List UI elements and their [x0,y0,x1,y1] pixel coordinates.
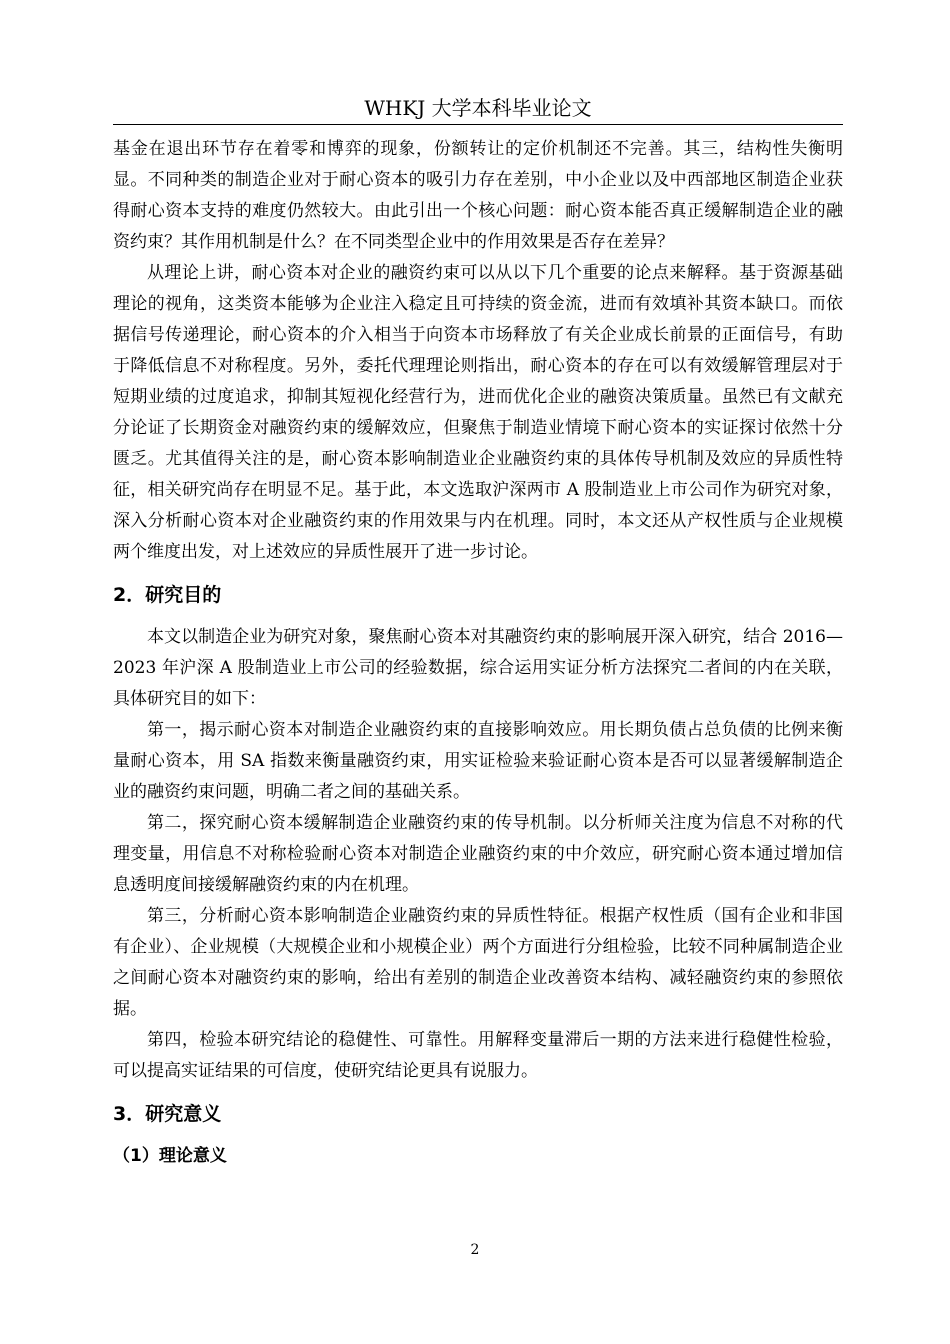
paragraph-purpose-second: 第二，探究耐心资本缓解制造企业融资约束的传导机制。以分析师关注度为信息不对称的代理变量，用信息不对称检验耐心资本对制造企业融资约束的中介效应，研究耐心资本通过增加信息透明度间接缓解融资约束的内在机理。 [113,813,843,895]
paragraph-purpose-third: 第三，分析耐心资本影响制造企业融资约束的异质性特征。根据产权性质（国有企业和非国有企业）、企业规模（大规模企业和小规模企业）两个方面进行分组检验，比较不同种属制造企业之间耐心资本对融资约束的影响，给出有差别的制造企业改善资本结构、减轻融资约束的参照依据。 [113,906,843,1019]
subsection-heading-theoretical-significance: （1）理论意义 [113,1146,227,1166]
page-number: 2 [470,1242,480,1258]
paragraph-theory: 从理论上讲，耐心资本对企业的融资约束可以从以下几个重要的论点来解释。基于资源基础理论的视角，这类资本能够为企业注入稳定且可持续的资金流，进而有效填补其资本缺口。而依据信号传递理论，耐心资本的介入相当于向资本市场释放了有关企业成长前景的正面信号，有助于降低信息不对称程度。另外，委托代理理论则指出，耐心资本的存在可以有效缓解管理层对于短期业绩的过度追求，抑制其短视化经营行为，进而优化企业的融资决策质量。虽然已有文献充分论证了长期资金对融资约束的缓解效应，但聚焦于制造业情境下耐心资本的实证探讨依然十分匮乏。尤其值得关注的是，耐心资本影响制造业企业融资约束的具体传导机制及效应的异质性特征，相关研究尚存在明显不足。基于此，本文选取沪深两市 A 股制造业上市公司作为研究对象，深入分析耐心资本对企业融资约束的作用效果与内在机理。同时，本文还从产权性质与企业规模两个维度出发，对上述效应的异质性展开了进一步讨论。 [113,263,843,562]
paragraph-purpose-intro: 本文以制造企业为研究对象，聚焦耐心资本对其融资约束的影响展开深入研究，结合 2016—2023 年沪深 A 股制造业上市公司的经验数据，综合运用实证分析方法探究二者间的内在关联，具体研究目的如下： [113,627,843,709]
section-heading-research-purpose: 2．研究目的 [113,584,222,606]
section-heading-research-significance: 3．研究意义 [113,1103,222,1125]
paragraph-purpose-first: 第一，揭示耐心资本对制造企业融资约束的直接影响效应。用长期负债占总负债的比例来衡量耐心资本，用 SA 指数来衡量融资约束，用实证检验来验证耐心资本是否可以显著缓解制造企业的融资约束问题，明确二者之间的基础关系。 [113,720,843,802]
paragraph-purpose-fourth: 第四，检验本研究结论的稳健性、可靠性。用解释变量滞后一期的方法来进行稳健性检验，可以提高实证结果的可信度，使研究结论更具有说服力。 [113,1030,843,1081]
page-body [113,134,843,1171]
paragraph-intro-continued: 基金在退出环节存在着零和博弈的现象，份额转让的定价机制还不完善。其三，结构性失衡明显。不同种类的制造企业对于耐心资本的吸引力存在差别，中小企业以及中西部地区制造企业获得耐心资本支持的难度仍然较大。由此引出一个核心问题：耐心资本能否真正缓解制造企业的融资约束？其作用机制是什么？在不同类型企业中的作用效果是否存在差异？ [113,139,843,252]
header-rule [113,124,843,125]
page-header: WHKJ 大学本科毕业论文 [364,96,592,120]
